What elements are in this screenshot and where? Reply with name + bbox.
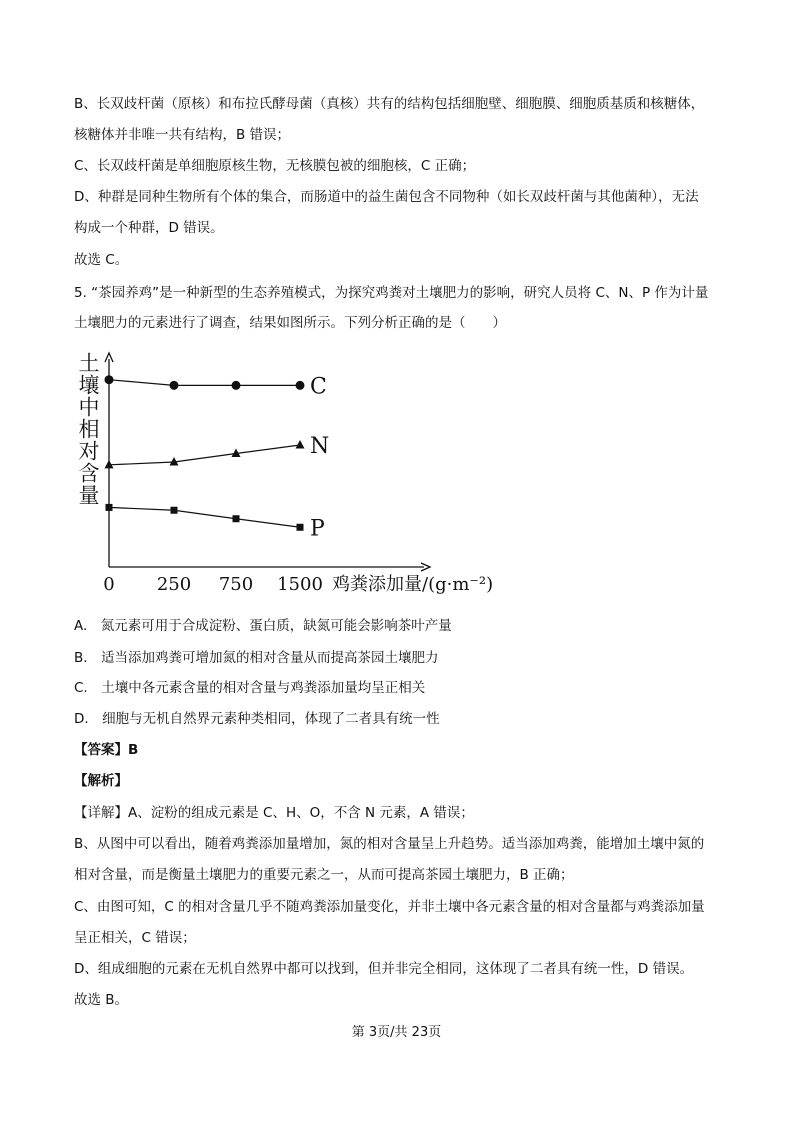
option-c: C. 土壤中各元素含量的相对含量与鸡粪添加量均呈正相关: [74, 680, 426, 696]
point-C: [296, 381, 305, 390]
explain-d: D、组成细胞的元素在无机自然界中都可以找到，但并非完全相同，这体现了二者具有统一性，D 错误。: [74, 961, 694, 977]
point-P: [171, 507, 178, 514]
analysis-header: 【解析】: [74, 773, 128, 789]
text-line-d2: 构成一个种群，D 错误。: [74, 220, 224, 236]
explain-c-1: C、由图可知，C 的相对含量几乎不随鸡粪添加量变化，并非土壤中各元素含量的相对含量都与鸡粪添加量: [74, 899, 705, 915]
answer-label: 【答案】B: [74, 742, 139, 758]
series-line-C: [109, 380, 300, 386]
series-line-N: [109, 445, 300, 465]
point-P: [297, 524, 304, 531]
series-label-C: C: [310, 374, 327, 400]
question-5-line-1: 5. “茶园养鸡”是一种新型的生态养殖模式，为探究鸡粪对土壤肥力的影响，研究人员将 C、N、P 作为计量: [74, 285, 709, 301]
point-N: [296, 440, 305, 449]
x-tick-label: 1500: [277, 574, 323, 595]
explain-b-2: 相对含量，而是衡量土壤肥力的重要元素之一，从而可提高茶园土壤肥力，B 正确；: [74, 867, 574, 883]
text-line-b1: B、长双歧杆菌（原核）和布拉氏酵母菌（真核）共有的结构包括细胞壁、细胞膜、细胞质基质和核糖体，: [74, 96, 705, 112]
point-C: [232, 381, 241, 390]
text-line-b2: 核糖体并非唯一共有结构，B 错误；: [74, 127, 291, 143]
chart-y-axis-label: 土壤中相对含量: [76, 352, 100, 506]
point-P: [233, 515, 240, 522]
option-b: B. 适当添加鸡粪可增加氮的相对含量从而提高茶园土壤肥力: [74, 650, 439, 666]
point-N: [105, 460, 114, 469]
series-label-N: N: [310, 433, 330, 459]
text-line-d1: D、种群是同种生物所有个体的集合，而肠道中的益生菌包含不同物种（如长双歧杆菌与其他菌种），无法: [74, 189, 699, 205]
explain-c-2: 呈正相关，C 错误；: [74, 930, 196, 946]
explain-b-1: B、从图中可以看出，随着鸡粪添加量增加，氮的相对含量呈上升趋势。适当添加鸡粪，能增加土壤中氮的: [74, 836, 705, 852]
x-tick-label: 250: [156, 574, 192, 595]
x-axis-title: 鸡粪添加量/(g·m⁻²): [332, 574, 494, 595]
x-tick-label: 0: [103, 574, 115, 595]
question-5-line-2: 土壤肥力的元素进行了调查，结果如图所示。下列分析正确的是（ ）: [74, 315, 506, 331]
option-a: A. 氮元素可用于合成淀粉、蛋白质，缺氮可能会影响茶叶产量: [74, 618, 452, 634]
text-line-c1: C、长双歧杆菌是单细胞原核生物，无核膜包被的细胞核，C 正确；: [74, 158, 476, 174]
series-label-P: P: [310, 516, 325, 542]
chart-labels-layer: [103, 374, 493, 595]
option-d: D. 细胞与无机自然界元素种类相同，体现了二者具有统一性: [74, 711, 440, 727]
text-line-choose-prev: 故选 C。: [74, 252, 129, 268]
series-line-P: [109, 507, 300, 527]
x-tick-label: 750: [218, 574, 254, 595]
explain-choose: 故选 B。: [74, 992, 129, 1008]
line-chart: [70, 345, 510, 600]
point-C: [170, 381, 179, 390]
chart-series-layer: [105, 375, 305, 531]
point-P: [106, 504, 113, 511]
page-footer: 第 3页/共 23页: [351, 1025, 442, 1040]
explain-a: 【详解】A、淀粉的组成元素是 C、H、O，不含 N 元素，A 错误；: [74, 805, 474, 821]
point-C: [105, 375, 114, 384]
